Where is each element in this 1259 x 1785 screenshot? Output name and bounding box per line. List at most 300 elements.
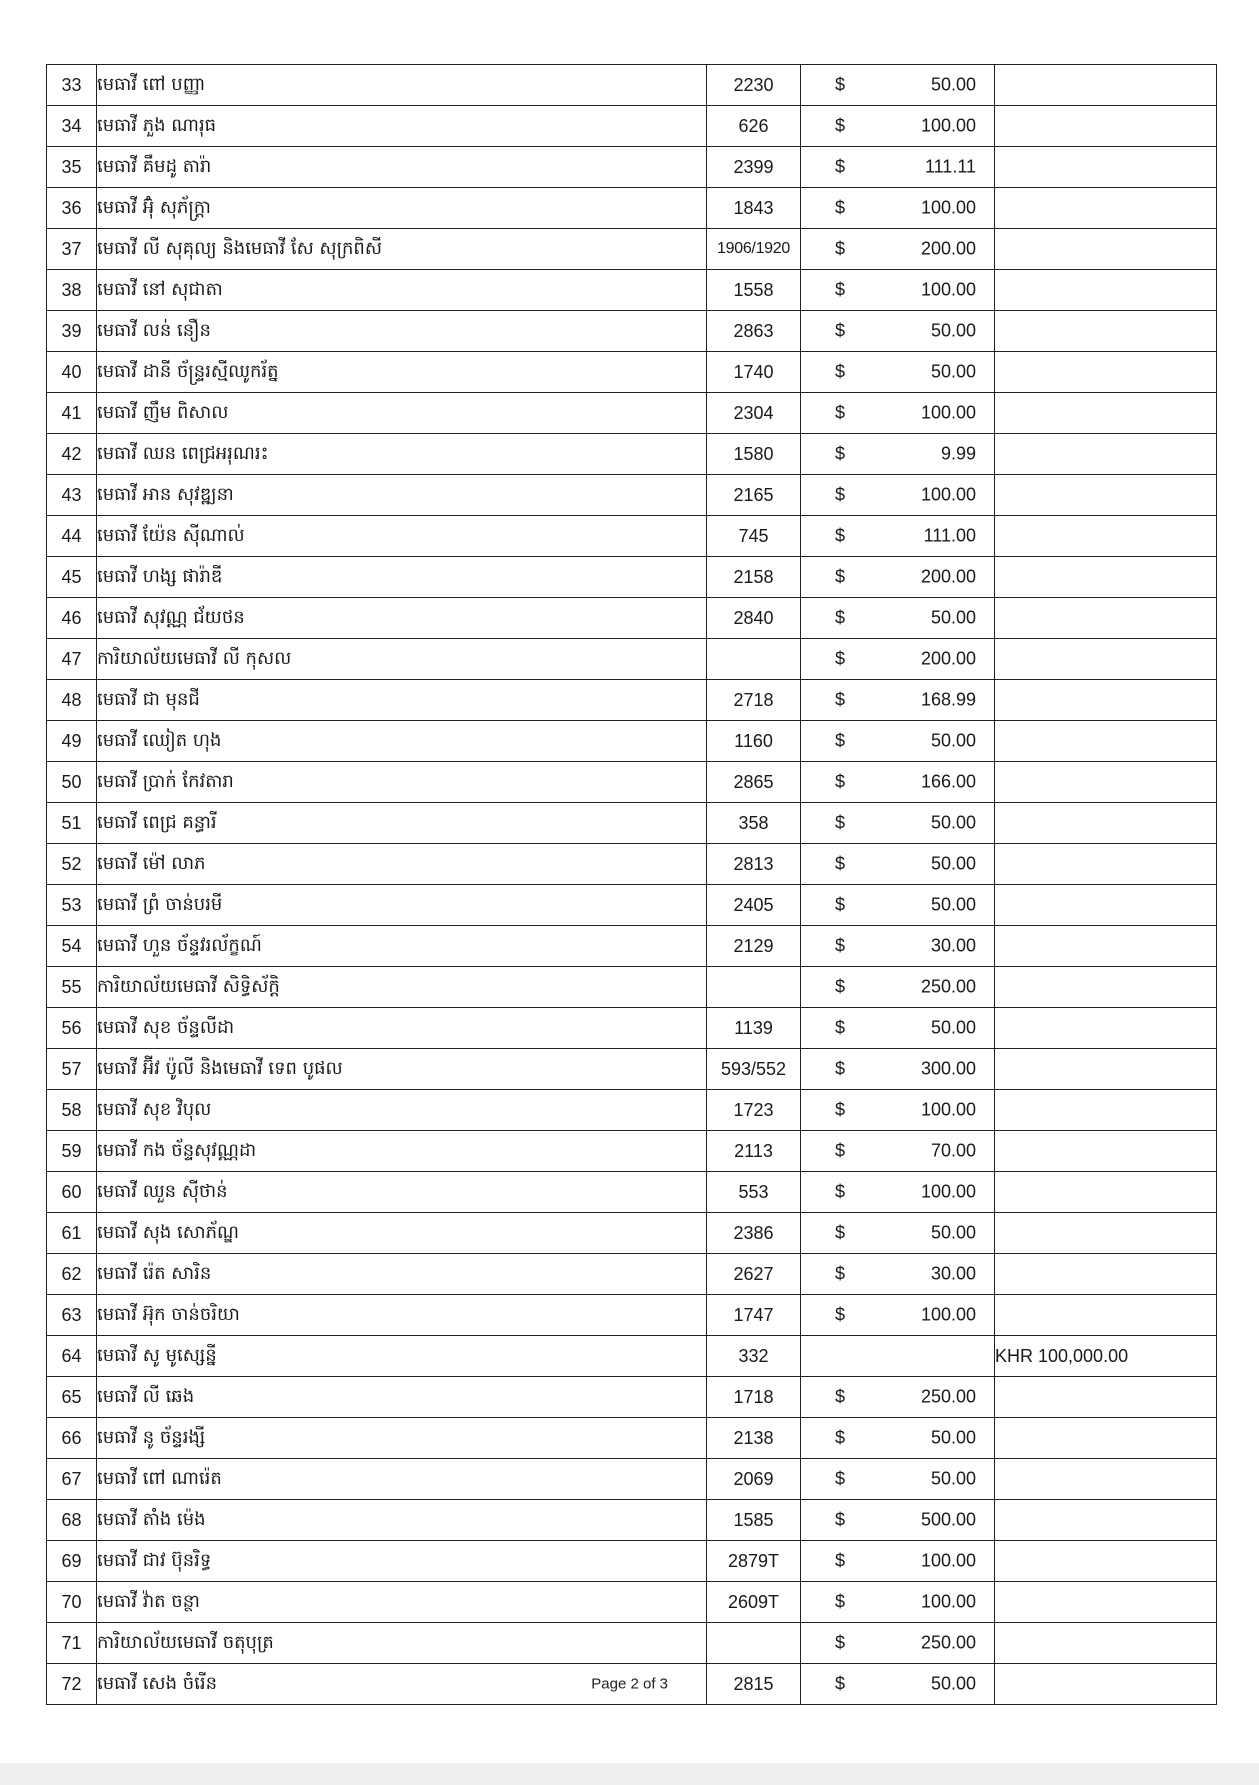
lawyer-name-cell: [97, 434, 707, 475]
lawyer-name-cell: [97, 557, 707, 598]
lawyer-name-cell: [97, 844, 707, 885]
usd-amount: 50.00: [930, 1673, 976, 1694]
donation-ledger-table: [46, 64, 1217, 1705]
row-number: 37: [47, 229, 97, 270]
lawyer-name-cell: [97, 1172, 707, 1213]
khr-amount: [995, 147, 1217, 188]
dollar-sign: $: [835, 320, 846, 341]
member-code: [707, 967, 801, 1008]
row-number: 60: [47, 1172, 97, 1213]
khr-amount: [995, 1418, 1217, 1459]
lawyer-name: មេធាវី អ៊ីវ ប៉ូលី និងមេធាវី ទេព បូផល: [97, 1057, 343, 1079]
usd-amount-cell: [801, 1090, 995, 1131]
usd-amount: 50.00: [930, 1017, 976, 1038]
table-row: [47, 557, 1217, 598]
usd-amount: 50.00: [930, 361, 976, 382]
lawyer-name: មេធាវី ឈួន ស៊ីថាន់: [97, 1180, 228, 1202]
dollar-sign: $: [835, 1222, 846, 1243]
khr-amount: [995, 844, 1217, 885]
lawyer-name: មេធាវី អាន សុវឌ្ឍនា: [97, 483, 234, 505]
lawyer-name: មេធាវី ឈន ពេជ្រអរុណរះ: [97, 442, 269, 464]
row-number: 66: [47, 1418, 97, 1459]
member-code: 2069: [707, 1459, 801, 1500]
dollar-sign: $: [835, 238, 846, 259]
usd-amount-cell: [801, 1172, 995, 1213]
member-code: 1740: [707, 352, 801, 393]
table-row: [47, 352, 1217, 393]
row-number: 49: [47, 721, 97, 762]
table-row: [47, 762, 1217, 803]
usd-amount: 50.00: [930, 812, 976, 833]
khr-amount: [995, 475, 1217, 516]
table-row: [47, 106, 1217, 147]
lawyer-name: មេធាវី សុវណ្ណ ជ័យថន: [97, 606, 245, 628]
lawyer-name-cell: [97, 926, 707, 967]
dollar-sign: $: [835, 689, 846, 710]
lawyer-name: មេធាវី ឈៀត ហុង: [97, 729, 222, 751]
table-row: [47, 639, 1217, 680]
row-number: 67: [47, 1459, 97, 1500]
member-code: 2718: [707, 680, 801, 721]
member-code: 2399: [707, 147, 801, 188]
usd-amount: 50.00: [930, 607, 976, 628]
lawyer-name-cell: [97, 598, 707, 639]
row-number: 53: [47, 885, 97, 926]
table-row: [47, 393, 1217, 434]
usd-amount: 100.00: [920, 1099, 976, 1120]
usd-amount-cell: [801, 557, 995, 598]
member-code: 2405: [707, 885, 801, 926]
usd-amount-cell: [801, 106, 995, 147]
lawyer-name-cell: [97, 147, 707, 188]
lawyer-name-cell: [97, 1500, 707, 1541]
table-row: [47, 1418, 1217, 1459]
member-code: 1139: [707, 1008, 801, 1049]
table-row: [47, 1254, 1217, 1295]
usd-amount-cell: [801, 926, 995, 967]
member-code: 358: [707, 803, 801, 844]
dollar-sign: $: [835, 771, 846, 792]
lawyer-name: មេធាវី ម៉ៅ លាភ: [97, 852, 206, 874]
usd-amount: 50.00: [930, 1427, 976, 1448]
lawyer-name-cell: [97, 721, 707, 762]
lawyer-name-cell: [97, 1131, 707, 1172]
member-code: 1906/1920: [707, 229, 801, 270]
usd-amount-cell: [801, 311, 995, 352]
row-number: 72: [47, 1664, 97, 1705]
dollar-sign: $: [835, 730, 846, 751]
lawyer-name-cell: [97, 1459, 707, 1500]
khr-amount: [995, 270, 1217, 311]
usd-amount: 200.00: [920, 238, 976, 259]
table-row: [47, 1377, 1217, 1418]
dollar-sign: $: [835, 156, 846, 177]
lawyer-name: មេធាវី ហួន ច័ន្ទវរល័ក្ខណ៍: [97, 934, 262, 956]
row-number: 39: [47, 311, 97, 352]
table-row: [47, 1664, 1217, 1705]
lawyer-name-cell: [97, 188, 707, 229]
khr-amount: [995, 393, 1217, 434]
table-row: [47, 967, 1217, 1008]
dollar-sign: $: [835, 74, 846, 95]
lawyer-name-cell: [97, 516, 707, 557]
table-row: [47, 229, 1217, 270]
usd-amount: 50.00: [930, 74, 976, 95]
usd-amount-cell: [801, 1459, 995, 1500]
khr-amount: [995, 1377, 1217, 1418]
member-code: 2129: [707, 926, 801, 967]
lawyer-name: មេធាវី ពេជ្រ គន្ធារី: [97, 811, 217, 833]
usd-amount-cell: [801, 516, 995, 557]
member-code: [707, 639, 801, 680]
member-code: 2879T: [707, 1541, 801, 1582]
khr-amount: [995, 598, 1217, 639]
dollar-sign: $: [835, 1304, 846, 1325]
member-code: 1558: [707, 270, 801, 311]
khr-amount: [995, 639, 1217, 680]
row-number: 59: [47, 1131, 97, 1172]
lawyer-name: មេធាវី ព្រំ ចាន់បរមី: [97, 893, 223, 915]
table-row: [47, 803, 1217, 844]
row-number: 43: [47, 475, 97, 516]
table-row: [47, 434, 1217, 475]
lawyer-name-cell: [97, 229, 707, 270]
lawyer-name: មេធាវី ប្រាក់ កែវតារា: [97, 770, 234, 792]
khr-amount: [995, 1090, 1217, 1131]
row-number: 42: [47, 434, 97, 475]
khr-amount: [995, 721, 1217, 762]
lawyer-name: ការិយាល័យមេធាវី លី កុសល: [97, 647, 292, 669]
lawyer-name: មេធាវី ញឹម ពិសាល: [97, 401, 229, 423]
dollar-sign: $: [835, 607, 846, 628]
khr-amount: [995, 1295, 1217, 1336]
row-number: 61: [47, 1213, 97, 1254]
khr-amount: [995, 1582, 1217, 1623]
row-number: 71: [47, 1623, 97, 1664]
member-code: 1747: [707, 1295, 801, 1336]
usd-amount-cell: [801, 1582, 995, 1623]
usd-amount: 100.00: [920, 1304, 976, 1325]
member-code: 2813: [707, 844, 801, 885]
khr-amount: [995, 1541, 1217, 1582]
usd-amount-cell: [801, 1623, 995, 1664]
row-number: 63: [47, 1295, 97, 1336]
dollar-sign: $: [835, 935, 846, 956]
usd-amount: 100.00: [920, 1181, 976, 1202]
member-code: 332: [707, 1336, 801, 1377]
member-code: 2865: [707, 762, 801, 803]
lawyer-name: មេធាវី ពៅ បញ្ញា: [97, 73, 206, 95]
lawyer-name: មេធាវី លី ឆេង: [97, 1385, 195, 1407]
lawyer-name: មេធាវី សូ មូស្សេន្នី: [97, 1344, 217, 1366]
member-code: 2386: [707, 1213, 801, 1254]
member-code: 745: [707, 516, 801, 557]
usd-amount: 111.00: [923, 525, 976, 546]
dollar-sign: $: [835, 402, 846, 423]
table-row: [47, 1131, 1217, 1172]
lawyer-name-cell: [97, 885, 707, 926]
usd-amount-cell: [801, 1664, 995, 1705]
member-code: 553: [707, 1172, 801, 1213]
usd-amount: 200.00: [920, 648, 976, 669]
usd-amount: 100.00: [920, 115, 976, 136]
lawyer-name: មេធាវី សុខ ច័ន្ទលីដា: [97, 1016, 235, 1038]
usd-amount: 100.00: [920, 484, 976, 505]
member-code: 626: [707, 106, 801, 147]
khr-amount: [995, 762, 1217, 803]
usd-amount-cell: [801, 1500, 995, 1541]
khr-amount: [995, 967, 1217, 1008]
lawyer-name: មេធាវី លន់ នឿន: [97, 319, 211, 341]
usd-amount: 100.00: [920, 1591, 976, 1612]
usd-amount-cell: [801, 639, 995, 680]
khr-amount: [995, 188, 1217, 229]
table-row: [47, 65, 1217, 106]
row-number: 68: [47, 1500, 97, 1541]
lawyer-name: មេធាវី កង ច័ន្ទសុវណ្ណដា: [97, 1139, 257, 1161]
dollar-sign: $: [835, 279, 846, 300]
lawyer-name-cell: [97, 1254, 707, 1295]
table-row: [47, 926, 1217, 967]
usd-amount-cell: [801, 147, 995, 188]
khr-amount: [995, 1664, 1217, 1705]
lawyer-name-cell: [97, 1090, 707, 1131]
lawyer-name-cell: [97, 393, 707, 434]
dollar-sign: $: [835, 1099, 846, 1120]
table-row: [47, 1008, 1217, 1049]
lawyer-name: មេធាវី ពៅ ណារ៉េត: [97, 1467, 222, 1489]
row-number: 58: [47, 1090, 97, 1131]
lawyer-name-cell: [97, 1336, 707, 1377]
dollar-sign: $: [835, 894, 846, 915]
dollar-sign: $: [835, 1468, 846, 1489]
usd-amount: 166.00: [920, 771, 976, 792]
dollar-sign: $: [835, 525, 846, 546]
usd-amount-cell: [801, 1131, 995, 1172]
table-row: [47, 475, 1217, 516]
lawyer-name: ការិយាល័យមេធាវី សិទ្ធិស័ក្តិ: [97, 975, 280, 997]
usd-amount-cell: [801, 1213, 995, 1254]
khr-amount: [995, 1172, 1217, 1213]
usd-amount: 50.00: [930, 894, 976, 915]
row-number: 56: [47, 1008, 97, 1049]
lawyer-name-cell: [97, 1541, 707, 1582]
lawyer-name-cell: [97, 475, 707, 516]
table-row: [47, 311, 1217, 352]
lawyer-name: មេធាវី រ៉េត សារិន: [97, 1262, 212, 1284]
usd-amount: 30.00: [930, 1263, 976, 1284]
dollar-sign: $: [835, 1591, 846, 1612]
dollar-sign: $: [835, 1181, 846, 1202]
table-row: [47, 188, 1217, 229]
table-row: [47, 680, 1217, 721]
usd-amount: 111.11: [924, 156, 976, 177]
row-number: 47: [47, 639, 97, 680]
usd-amount-cell: [801, 1377, 995, 1418]
dollar-sign: $: [835, 566, 846, 587]
row-number: 52: [47, 844, 97, 885]
lawyer-name: មេធាវី នៅ សុជាតា: [97, 278, 223, 300]
table-row: [47, 1172, 1217, 1213]
member-code: [707, 1623, 801, 1664]
dollar-sign: $: [835, 1017, 846, 1038]
lawyer-name: មេធាវី ជាវ ប៊ុនរិទ្ធ: [97, 1549, 212, 1571]
khr-amount: [995, 803, 1217, 844]
member-code: 2230: [707, 65, 801, 106]
page-bottom-strip: [0, 1763, 1259, 1785]
row-number: 35: [47, 147, 97, 188]
lawyer-name-cell: [97, 1049, 707, 1090]
table-row: [47, 598, 1217, 639]
usd-amount-cell: [801, 1254, 995, 1295]
row-number: 36: [47, 188, 97, 229]
dollar-sign: $: [835, 1673, 846, 1694]
ledger-body: [47, 65, 1217, 1705]
usd-amount-cell: [801, 1295, 995, 1336]
member-code: 2113: [707, 1131, 801, 1172]
lawyer-name: មេធាវី ដានី ច័ន្ទ្ររស្មីឈូករ័ត្ន: [97, 360, 279, 382]
row-number: 46: [47, 598, 97, 639]
dollar-sign: $: [835, 484, 846, 505]
lawyer-name: មេធាវី អ៊ុំ សុភ័ក្រ្តា: [97, 196, 211, 218]
khr-amount: [995, 434, 1217, 475]
dollar-sign: $: [835, 1427, 846, 1448]
khr-amount: [995, 229, 1217, 270]
table-row: [47, 1582, 1217, 1623]
row-number: 54: [47, 926, 97, 967]
lawyer-name-cell: [97, 1582, 707, 1623]
row-number: 55: [47, 967, 97, 1008]
usd-amount-cell: [801, 475, 995, 516]
lawyer-name-cell: [97, 270, 707, 311]
row-number: 64: [47, 1336, 97, 1377]
dollar-sign: $: [835, 1140, 846, 1161]
dollar-sign: $: [835, 1263, 846, 1284]
usd-amount-cell: [801, 762, 995, 803]
row-number: 69: [47, 1541, 97, 1582]
usd-amount-cell: [801, 393, 995, 434]
usd-amount: 250.00: [920, 1386, 976, 1407]
member-code: 2840: [707, 598, 801, 639]
usd-amount-cell: [801, 1541, 995, 1582]
row-number: 41: [47, 393, 97, 434]
usd-amount: 200.00: [920, 566, 976, 587]
row-number: 44: [47, 516, 97, 557]
khr-amount: [995, 516, 1217, 557]
khr-amount: [995, 1623, 1217, 1664]
table-row: [47, 885, 1217, 926]
dollar-sign: $: [835, 197, 846, 218]
table-row: [47, 1623, 1217, 1664]
table-row: [47, 1295, 1217, 1336]
lawyer-name: មេធាវី លី សុគុល្យ និងមេធាវី សែ សុក្រពិសី: [97, 237, 382, 259]
usd-amount-cell: [801, 1336, 995, 1377]
lawyer-name-cell: [97, 311, 707, 352]
usd-amount: 250.00: [920, 1632, 976, 1653]
member-code: 2863: [707, 311, 801, 352]
khr-amount: [995, 65, 1217, 106]
table-row: [47, 844, 1217, 885]
dollar-sign: $: [835, 1509, 846, 1530]
row-number: 40: [47, 352, 97, 393]
lawyer-name: មេធាវី នូ ច័ន្ទរង្សី: [97, 1426, 206, 1448]
dollar-sign: $: [835, 443, 846, 464]
dollar-sign: $: [835, 361, 846, 382]
member-code: 1585: [707, 1500, 801, 1541]
lawyer-name-cell: [97, 1623, 707, 1664]
usd-amount-cell: [801, 65, 995, 106]
table-row: [47, 270, 1217, 311]
usd-amount: 70.00: [930, 1140, 976, 1161]
usd-amount-cell: [801, 434, 995, 475]
lawyer-name-cell: [97, 1213, 707, 1254]
dollar-sign: $: [835, 976, 846, 997]
usd-amount-cell: [801, 967, 995, 1008]
lawyer-name-cell: [97, 762, 707, 803]
row-number: 38: [47, 270, 97, 311]
table-row: [47, 1213, 1217, 1254]
usd-amount: 168.99: [920, 689, 976, 710]
usd-amount-cell: [801, 680, 995, 721]
member-code: 2627: [707, 1254, 801, 1295]
lawyer-name: មេធាវី ជា មុនជី: [97, 688, 200, 710]
row-number: 70: [47, 1582, 97, 1623]
table-row: [47, 147, 1217, 188]
row-number: 34: [47, 106, 97, 147]
usd-amount-cell: [801, 885, 995, 926]
usd-amount-cell: [801, 803, 995, 844]
table-row: [47, 1541, 1217, 1582]
row-number: 45: [47, 557, 97, 598]
dollar-sign: $: [835, 1550, 846, 1571]
usd-amount-cell: [801, 229, 995, 270]
member-code: 2138: [707, 1418, 801, 1459]
member-code: 2158: [707, 557, 801, 598]
lawyer-name: មេធាវី វ៉ាត ចន្ថា: [97, 1590, 200, 1612]
member-code: 1723: [707, 1090, 801, 1131]
lawyer-name-cell: [97, 106, 707, 147]
member-code: 2165: [707, 475, 801, 516]
lawyer-name-cell: [97, 65, 707, 106]
table-row: [47, 721, 1217, 762]
lawyer-name: មេធាវី ភួង ណារុធ: [97, 114, 217, 136]
khr-amount: [995, 926, 1217, 967]
usd-amount-cell: [801, 721, 995, 762]
usd-amount: 100.00: [920, 1550, 976, 1571]
dollar-sign: $: [835, 812, 846, 833]
dollar-sign: $: [835, 1058, 846, 1079]
usd-amount-cell: [801, 1418, 995, 1459]
usd-amount: 30.00: [930, 935, 976, 956]
row-number: 62: [47, 1254, 97, 1295]
khr-amount: [995, 1254, 1217, 1295]
usd-amount-cell: [801, 598, 995, 639]
lawyer-name-cell: [97, 1418, 707, 1459]
table-row: [47, 1049, 1217, 1090]
usd-amount: 100.00: [920, 197, 976, 218]
row-number: 50: [47, 762, 97, 803]
lawyer-name-cell: [97, 639, 707, 680]
khr-amount: [995, 1500, 1217, 1541]
lawyer-name-cell: [97, 680, 707, 721]
dollar-sign: $: [835, 853, 846, 874]
lawyer-name: មេធាវី គឹមដូ តារ៉ា: [97, 155, 212, 177]
khr-amount: [995, 680, 1217, 721]
khr-amount: [995, 106, 1217, 147]
member-code: 2304: [707, 393, 801, 434]
lawyer-name: ការិយាល័យមេធាវី ចតុបុត្រ: [97, 1631, 274, 1653]
row-number: 51: [47, 803, 97, 844]
